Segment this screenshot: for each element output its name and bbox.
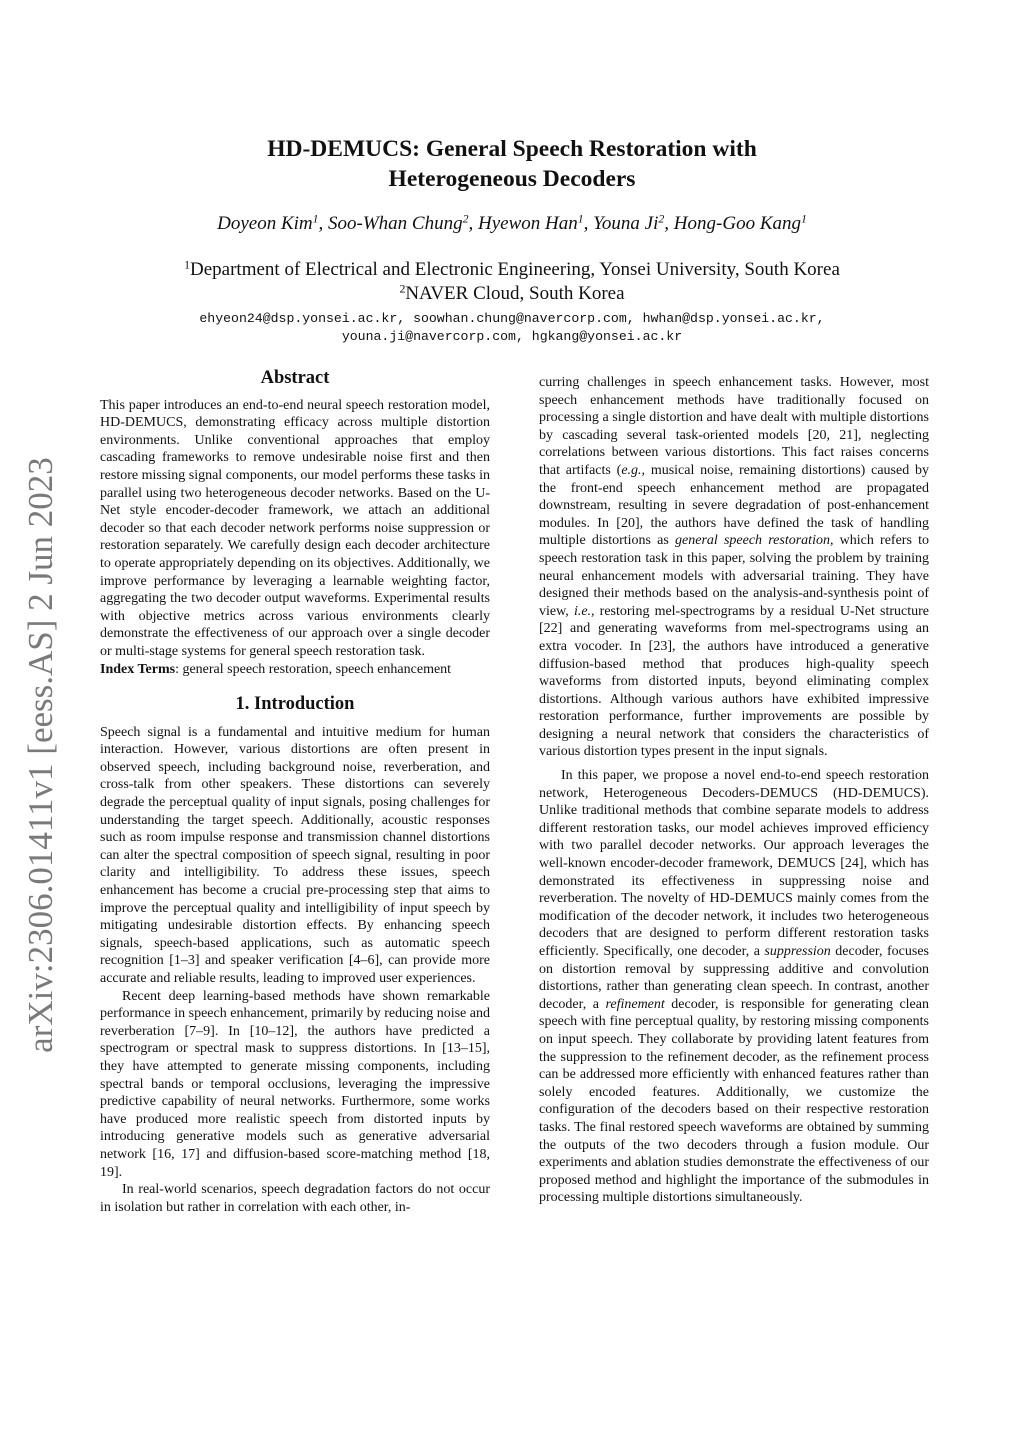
intro-paragraph-1: Speech signal is a fundamental and intuitive medium for human interaction. However, various distortions are often present in observed speech, including background noise, reverberation, and cross-talk from other speakers. These distortions can severely degrade the perceptual quality of input signals, posing challenges for understanding the target speech. Additionally, acoustic responses such as room impulse response and transmission channel distortions can alter the spectral composition of speech signal, resulting in poor clarity and intelligibility. To address these issues, speech enhancement has become a crucial pre-processing step that aims to improve the perceptual quality and intelligibility of input speech by mitigating undesirable distortion effects. By enhancing speech signals, speech-based applications, such as automatic speech recognition [1–3] and speaker verification [4–6], can provide more accurate and reliable results, leading to improved user experiences. <box>100 724 490 986</box>
intro-paragraph-4: In this paper, we propose a novel end-to-end speech restoration network, Heterogeneous Decoders-DEMUCS (HD-DEMUCS). Unlike traditional methods that combine separate models to address different restoration tasks, our model achieves improved efficiency with two parallel decoder networks. Our approach leverages the well-known encoder-decoder framework, DEMUCS [24], which has demonstrated its effectiveness in suppressing noise and reverberation. The novelty of HD-DEMUCS mainly comes from the modification of the decoder network, it includes two heterogeneous decoders that are designed to perform different restoration tasks efficiently. Specifically, one decoder, a suppression decoder, focuses on distortion removal by suppressing additive and convolution distortions, rather than generating clean speech. In contrast, another decoder, a refinement decoder, is responsible for generating clean speech with fine perceptual quality, by restoring missing components on input speech. They collaborate by providing latent features from the suppression to the refinement decoder, as the refinement process can be addressed more efficiently with enhanced features rather than solely encoded features. Additionally, we customize the configuration of the decoders based on their respective restoration tasks. The final restored speech waveforms are obtained by summing the outputs of the two decoders through a fusion module. Our experiments and ablation studies demonstrate the effectiveness of our proposed method and highlight the importance of the submodules in processing multiple distortions simultaneously. <box>539 768 929 1206</box>
affiliation-2: $^2$NAVER Cloud, South Korea <box>399 282 625 304</box>
affiliation-1: $^1$Department of Electrical and Electronic Engineering, Yonsei University, South Korea <box>184 258 840 280</box>
author: Hyewon Han$^1$, <box>477 212 594 234</box>
title-line-2: Heterogeneous Decoders <box>388 166 636 192</box>
intro-paragraph-3: In real-world scenarios, speech degradation factors do not occur in isolation but rather in correlation with each other, in- <box>100 1182 490 1215</box>
author: Youna Ji$^2$, <box>593 212 674 234</box>
left-column <box>100 370 490 1216</box>
abstract-heading: Abstract <box>260 368 330 388</box>
email-line-1: ehyeon24@dsp.yonsei.ac.kr, soowhan.chung@navercorp.com, hwhan@dsp.yonsei.ac.kr, <box>199 311 825 326</box>
paper-title <box>150 134 874 194</box>
title-line-1: HD-DEMUCS: General Speech Restoration with <box>267 136 757 162</box>
abstract-text: This paper introduces an end-to-end neural speech restoration model, HD-DEMUCS, demonstrating efficacy across multiple distortion environments. Unlike conventional approaches that employ cascading frameworks to remove undesirable noise first and then restore missing signal components, our model performs these tasks in parallel using two heterogeneous decoder networks. Based on the U-Net style encoder-decoder framework, we attach an additional decoder so that each decoder network performs noise suppression or restoration separately. We carefully design each decoder architecture to operate appropriately depending on its objectives. Additionally, we improve performance by leveraging a learnable weighting factor, aggregating the two decoder output waveforms. Experimental results with objective metrics across various environments clearly demonstrate the effectiveness of our approach over a single decoder or multi-stage systems for general speech restoration task. <box>100 397 490 659</box>
author-list <box>100 212 924 236</box>
introduction-heading: 1. Introduction <box>235 694 355 715</box>
author: Soo-Whan Chung$^2$, <box>328 212 478 234</box>
author: Hong-Goo Kang$^1$ <box>673 212 807 234</box>
intro-paragraph-3-continued: curring challenges in speech enhancement tasks. However, most speech enhancement methods have traditionally focused on processing a single distortion and have dealt with multiple distortions by cascading several task-oriented models [20, 21], neglecting correlations between various distortions. This fact raises concerns that artifacts (e.g., musical noise, remaining distortions) caused by the front-end speech enhancement method are propagated downstream, resulting in severe degradation of post-enhancement modules. In [20], the authors have defined the task of handling multiple distortions as general speech restoration, which refers to speech restoration task in this paper, solving the problem by training neural enhancement models with adversarial training. They have designed their methods based on the analysis-and-synthesis point of view, i.e., restoring mel-spectrograms by a residual U-Net structure [22] and generating waveforms from mel-spectrograms using an extra vocoder. In [23], the authors have introduced a generative diffusion-based method that produces high-quality speech waveforms from distorted inputs, beyond eliminating complex distortions. Although various authors have exhibited impressive restoration performance, further improvements are possible by designing a neural network that considers the characteristics of various distortion types present in the input signals. <box>539 375 929 760</box>
author: Doyeon Kim$^1$, <box>217 212 329 234</box>
arxiv-side-stamp: arXiv:2306.01411v1 [eess.AS] 2 Jun 2023 <box>21 457 60 1053</box>
right-column <box>539 374 929 1207</box>
intro-paragraph-2: Recent deep learning-based methods have shown remarkable performance in speech enhancement, primarily by reducing noise and reverberation [7–9]. In [10–12], the authors have predicted a spectrogram or spectral mask to suppress distortions. In [13–15], they have attempted to generate missing components, including spectral bands or temporal occlusions, leveraging the impressive predictive capability of neural networks. Furthermore, some works have produced more realistic speech from distorted inputs by introducing generative models such as generative adversarial network [16, 17] and diffusion-based score-matching method [18, 19]. <box>100 988 490 1180</box>
index-terms: Index Terms: general speech restoration, speech enhancement <box>100 661 452 677</box>
email-line-2: youna.ji@navercorp.com, hgkang@yonsei.ac.kr <box>341 329 683 344</box>
